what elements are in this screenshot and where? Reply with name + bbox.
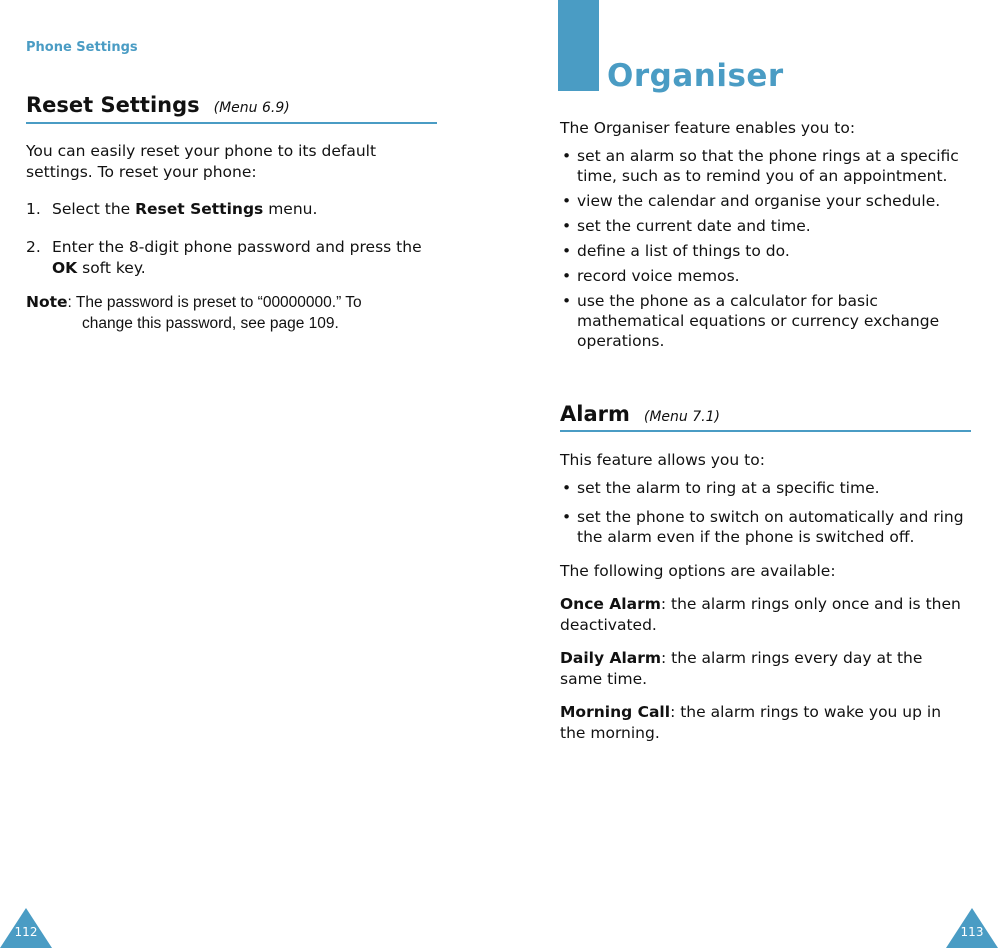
heading-rule xyxy=(26,122,437,124)
option-text: deactivated. xyxy=(560,616,657,634)
option-text: : the alarm rings every day at the xyxy=(661,649,923,667)
option-morning-call xyxy=(560,702,990,744)
options-intro: The following options are available: xyxy=(560,562,836,580)
page-number-left: 112 xyxy=(14,925,38,939)
intro-line: You can easily reset your phone to its default xyxy=(26,142,377,160)
option-text: same time. xyxy=(560,670,648,688)
step-2 xyxy=(26,237,446,281)
step-text xyxy=(52,237,422,279)
option-label: Morning Call xyxy=(560,703,671,721)
chapter-title: Organiser xyxy=(607,58,784,94)
option-text: : the alarm rings to wake you up in xyxy=(670,703,942,721)
intro-line: settings. To reset your phone: xyxy=(26,163,257,181)
list-item: • set an alarm so that the phone rings at a specific time, such as to remind you of an appointment. xyxy=(560,146,990,186)
step-1 xyxy=(26,199,446,221)
step-number: 1. xyxy=(26,200,41,218)
menu-name-bold: Reset Settings xyxy=(135,200,264,218)
option-label: Once Alarm xyxy=(560,595,661,613)
heading-rule xyxy=(560,430,971,432)
option-text: : the alarm rings only once and is then xyxy=(660,595,961,613)
list-item: • set the current date and time. xyxy=(560,216,990,236)
chapter-marker-block xyxy=(558,0,599,91)
option-daily-alarm xyxy=(560,648,990,690)
note-text: change this password, see page 109. xyxy=(82,315,339,332)
intro-paragraph xyxy=(26,141,446,183)
note-text: : The password is preset to “00000000.” To xyxy=(67,294,362,311)
option-text: the morning. xyxy=(560,724,660,742)
organiser-intro: The Organiser feature enables you to: xyxy=(560,119,856,137)
list-item: • view the calendar and organise your schedule. xyxy=(560,191,990,211)
organiser-feature-list xyxy=(560,146,990,351)
list-item: • record voice memos. xyxy=(560,266,990,286)
alarm-intro: This feature allows you to: xyxy=(560,451,765,469)
list-item: • use the phone as a calculator for basic mathematical equations or currency exchange operations. xyxy=(560,291,990,351)
step-text-post: menu. xyxy=(263,200,318,218)
note-block xyxy=(26,292,446,334)
menu-reference: (Menu 6.9) xyxy=(213,100,290,116)
option-label: Daily Alarm xyxy=(560,649,662,667)
reset-settings-heading xyxy=(26,93,290,117)
alarm-feature-list xyxy=(560,478,990,547)
option-once-alarm xyxy=(560,594,990,636)
softkey-bold: OK xyxy=(52,259,78,277)
heading-text: Alarm xyxy=(560,402,630,426)
step-text xyxy=(52,199,317,220)
step-number: 2. xyxy=(26,238,41,256)
heading-text: Reset Settings xyxy=(26,93,200,117)
step-text-line: Enter the 8-digit phone password and press the xyxy=(52,238,422,256)
list-item: • set the alarm to ring at a specific time. xyxy=(560,478,990,498)
section-header: Phone Settings xyxy=(26,40,138,55)
list-item: • define a list of things to do. xyxy=(560,241,990,261)
note-label: Note xyxy=(26,293,68,311)
step-text-post: soft key. xyxy=(77,259,146,277)
menu-reference: (Menu 7.1) xyxy=(643,409,720,425)
list-item: • set the phone to switch on automatically and ring the alarm even if the phone is switched off. xyxy=(560,507,990,547)
alarm-heading xyxy=(560,402,720,426)
page-number-right: 113 xyxy=(960,925,984,939)
step-text-pre: Select the xyxy=(52,200,136,218)
